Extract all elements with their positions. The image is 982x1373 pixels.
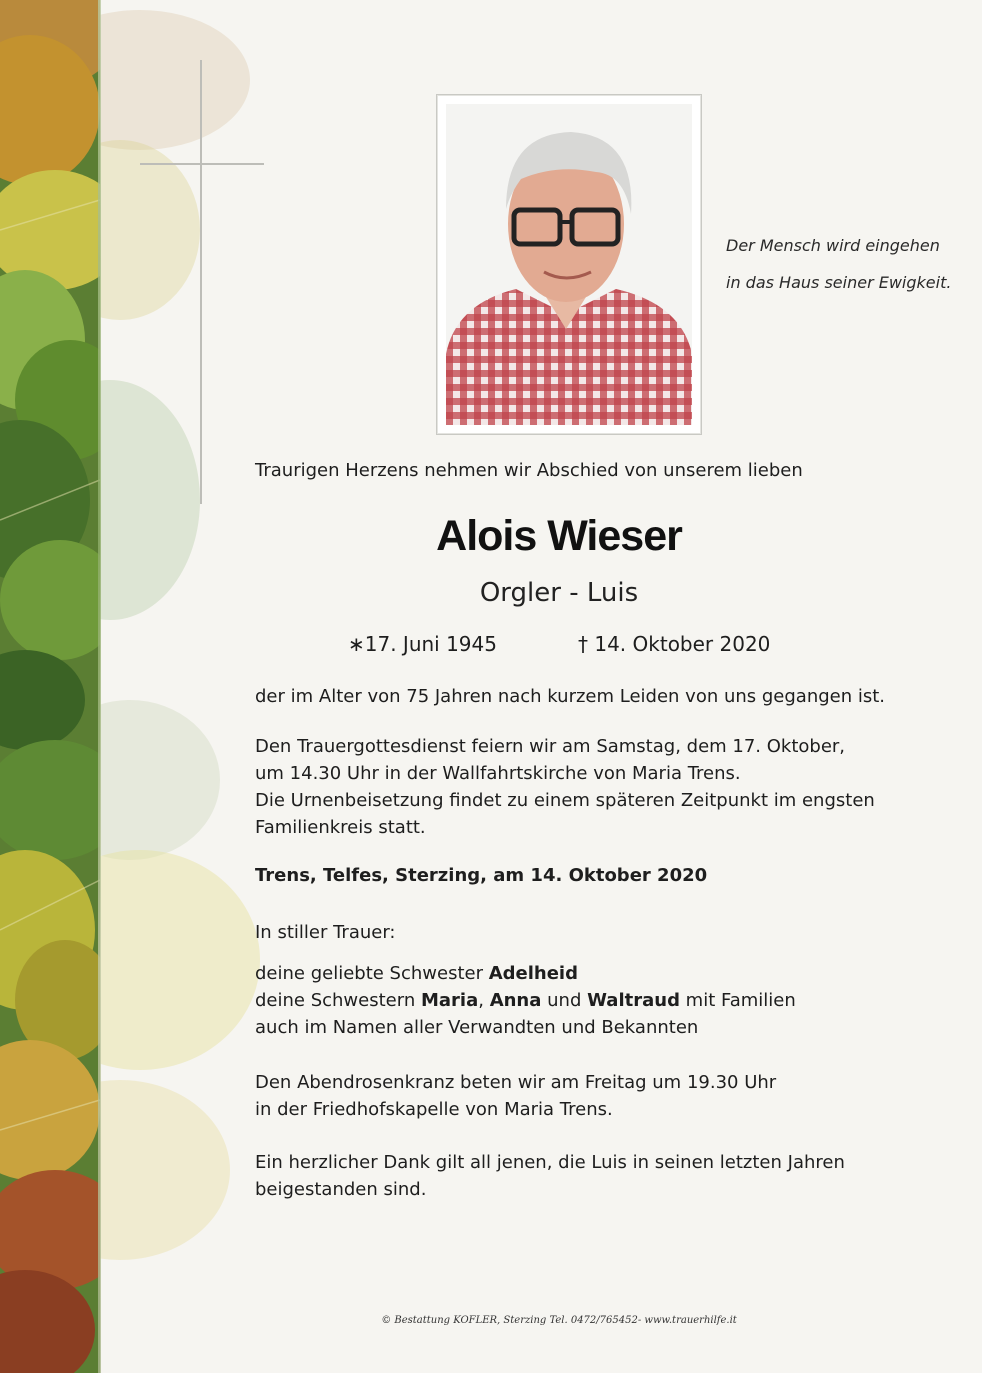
death-date: † 14. Oktober 2020 [578, 632, 771, 656]
mourner-text: deine Schwestern [255, 990, 421, 1011]
mourner-name: Anna [489, 990, 542, 1011]
portrait-photo [436, 94, 702, 435]
mourner-name: Maria [420, 990, 479, 1011]
service-line: Den Trauergottesdienst feiern wir am Samstag, dem 17. Oktober, [255, 736, 846, 757]
quote-line: Der Mensch wird eingehen [726, 236, 940, 255]
service-line: Familienkreis statt. [255, 817, 426, 838]
thanks-text [255, 1149, 845, 1203]
thanks-line: Ein herzlicher Dank gilt all jenen, die Luis in seinen letzten Jahren [255, 1152, 845, 1173]
mourner-line [255, 987, 796, 1014]
bible-quote [726, 227, 966, 301]
leaf-border-image [0, 0, 100, 1373]
rosary-info [255, 1069, 776, 1123]
cross-icon-horizontal [140, 163, 264, 165]
mourners-heading: In stiller Trauer: [255, 922, 396, 943]
place-date: Trens, Telfes, Sterzing, am 14. Oktober 2020 [255, 865, 708, 886]
mourner-line [255, 960, 796, 987]
rosary-line: in der Friedhofskapelle von Maria Trens. [255, 1099, 613, 1120]
deceased-nickname: Orgler - Luis [479, 578, 639, 608]
footer-imprint: © Bestattung KOFLER, Sterzing Tel. 0472/765452- www.trauerhilfe.it [381, 1315, 737, 1326]
mourner-text: deine geliebte Schwester [255, 963, 489, 984]
rosary-line: Den Abendrosenkranz beten wir am Freitag um 19.30 Uhr [255, 1072, 777, 1093]
mourner-text: mit Familien [679, 990, 796, 1011]
mourner-text: und [541, 990, 588, 1011]
mourner-line: auch im Namen aller Verwandten und Bekannten [255, 1017, 699, 1038]
quote-line: in das Haus seiner Ewigkeit. [726, 273, 952, 292]
cross-icon-vertical [200, 60, 202, 504]
mourner-text: , [478, 990, 490, 1011]
birth-date: ∗17. Juni 1945 [348, 632, 497, 656]
portrait-image [446, 104, 692, 425]
thanks-line: beigestanden sind. [255, 1179, 427, 1200]
mourner-name: Adelheid [488, 963, 578, 984]
service-info [255, 733, 875, 841]
service-line: Die Urnenbeisetzung findet zu einem späteren Zeitpunkt im engsten [255, 790, 875, 811]
intro-text: Traurigen Herzens nehmen wir Abschied von unserem lieben [255, 460, 803, 481]
deceased-name: Alois Wieser [436, 512, 682, 560]
age-text: der im Alter von 75 Jahren nach kurzem Leiden von uns gegangen ist. [255, 686, 886, 707]
mourners-list [255, 960, 796, 1041]
service-line: um 14.30 Uhr in der Wallfahrtskirche von Maria Trens. [255, 763, 741, 784]
mourner-name: Waltraud [587, 990, 680, 1011]
leaf-border-edge [98, 0, 101, 1373]
